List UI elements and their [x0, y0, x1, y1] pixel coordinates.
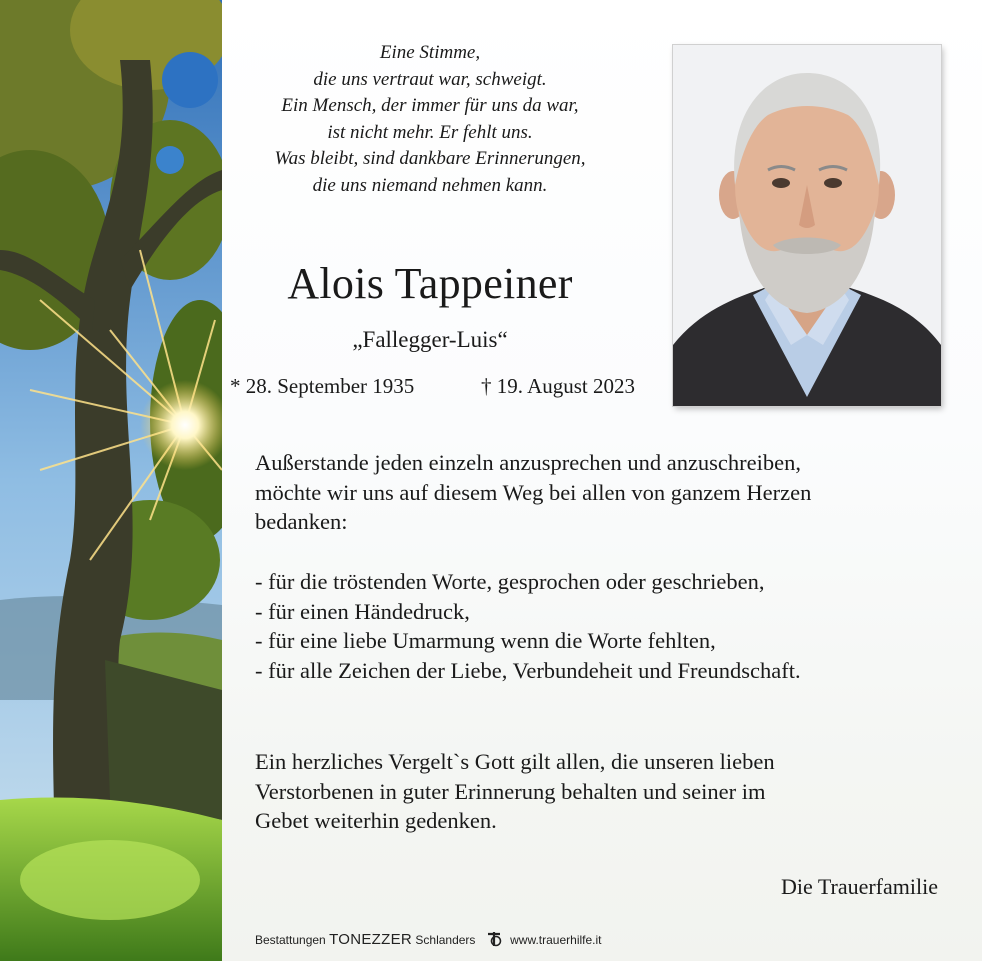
thanks-list-item: - für eine liebe Umarmung wenn die Worte fehlten,: [255, 628, 716, 653]
footer-brand: TONEZZER: [329, 931, 413, 948]
poem-line: Ein Mensch, der immer für uns da war,: [281, 95, 579, 116]
thanks-closing: [255, 747, 955, 836]
closing-line: Ein herzliches Vergelt`s Gott gilt allen, die unseren lieben: [255, 749, 775, 774]
poem: [230, 40, 630, 199]
deceased-portrait: [673, 45, 941, 406]
trauerhilfe-logo-icon: [485, 931, 503, 951]
thanks-list-item: - für alle Zeichen der Liebe, Verbundeheit und Freundschaft.: [255, 657, 801, 683]
poem-line: die uns vertraut war, schweigt.: [313, 68, 547, 90]
poem-line: die uns niemand nehmen kann.: [312, 174, 548, 196]
poem-line: Eine Stimme,: [379, 42, 481, 63]
thanks-intro-line: Außerstande jeden einzeln anzusprechen und anzuschreiben,: [255, 450, 802, 475]
footer-prefix: Bestattungen: [255, 933, 326, 947]
signature: Die Trauerfamilie: [780, 874, 938, 899]
closing-line: Verstorbenen in guter Erinnerung behalten und seiner im: [255, 778, 766, 804]
poem-line: Was bleibt, sind dankbare Erinnerungen,: [274, 148, 586, 169]
thanks-list-item: - für einen Händedruck,: [255, 598, 470, 624]
poem-line: ist nicht mehr. Er fehlt uns.: [327, 121, 533, 143]
deceased-name: Alois Tappeiner: [287, 259, 573, 308]
thanks-list: [255, 567, 955, 685]
thanks-intro: [255, 448, 955, 537]
closing-line: Gebet weiterhin gedenken.: [255, 808, 497, 833]
thanks-intro-line: bedanken:: [255, 509, 348, 534]
deceased-nickname: „Fallegger-Luis“: [352, 327, 508, 352]
thanks-intro-line: möchte wir uns auf diesem Weg bei allen von ganzem Herzen: [255, 479, 812, 505]
thanks-list-item: - für die tröstenden Worte, gesprochen oder geschrieben,: [255, 569, 765, 594]
footer-town: Schlanders: [415, 933, 476, 947]
funeral-home-footer: [255, 931, 655, 951]
death-date: † 19. August 2023: [481, 374, 636, 398]
footer-website-link[interactable]: www.trauerhilfe.it: [510, 933, 602, 947]
life-dates: [230, 372, 650, 400]
birth-date: * 28. September 1935: [230, 374, 415, 398]
tree-sunburst-photo: [0, 0, 222, 961]
